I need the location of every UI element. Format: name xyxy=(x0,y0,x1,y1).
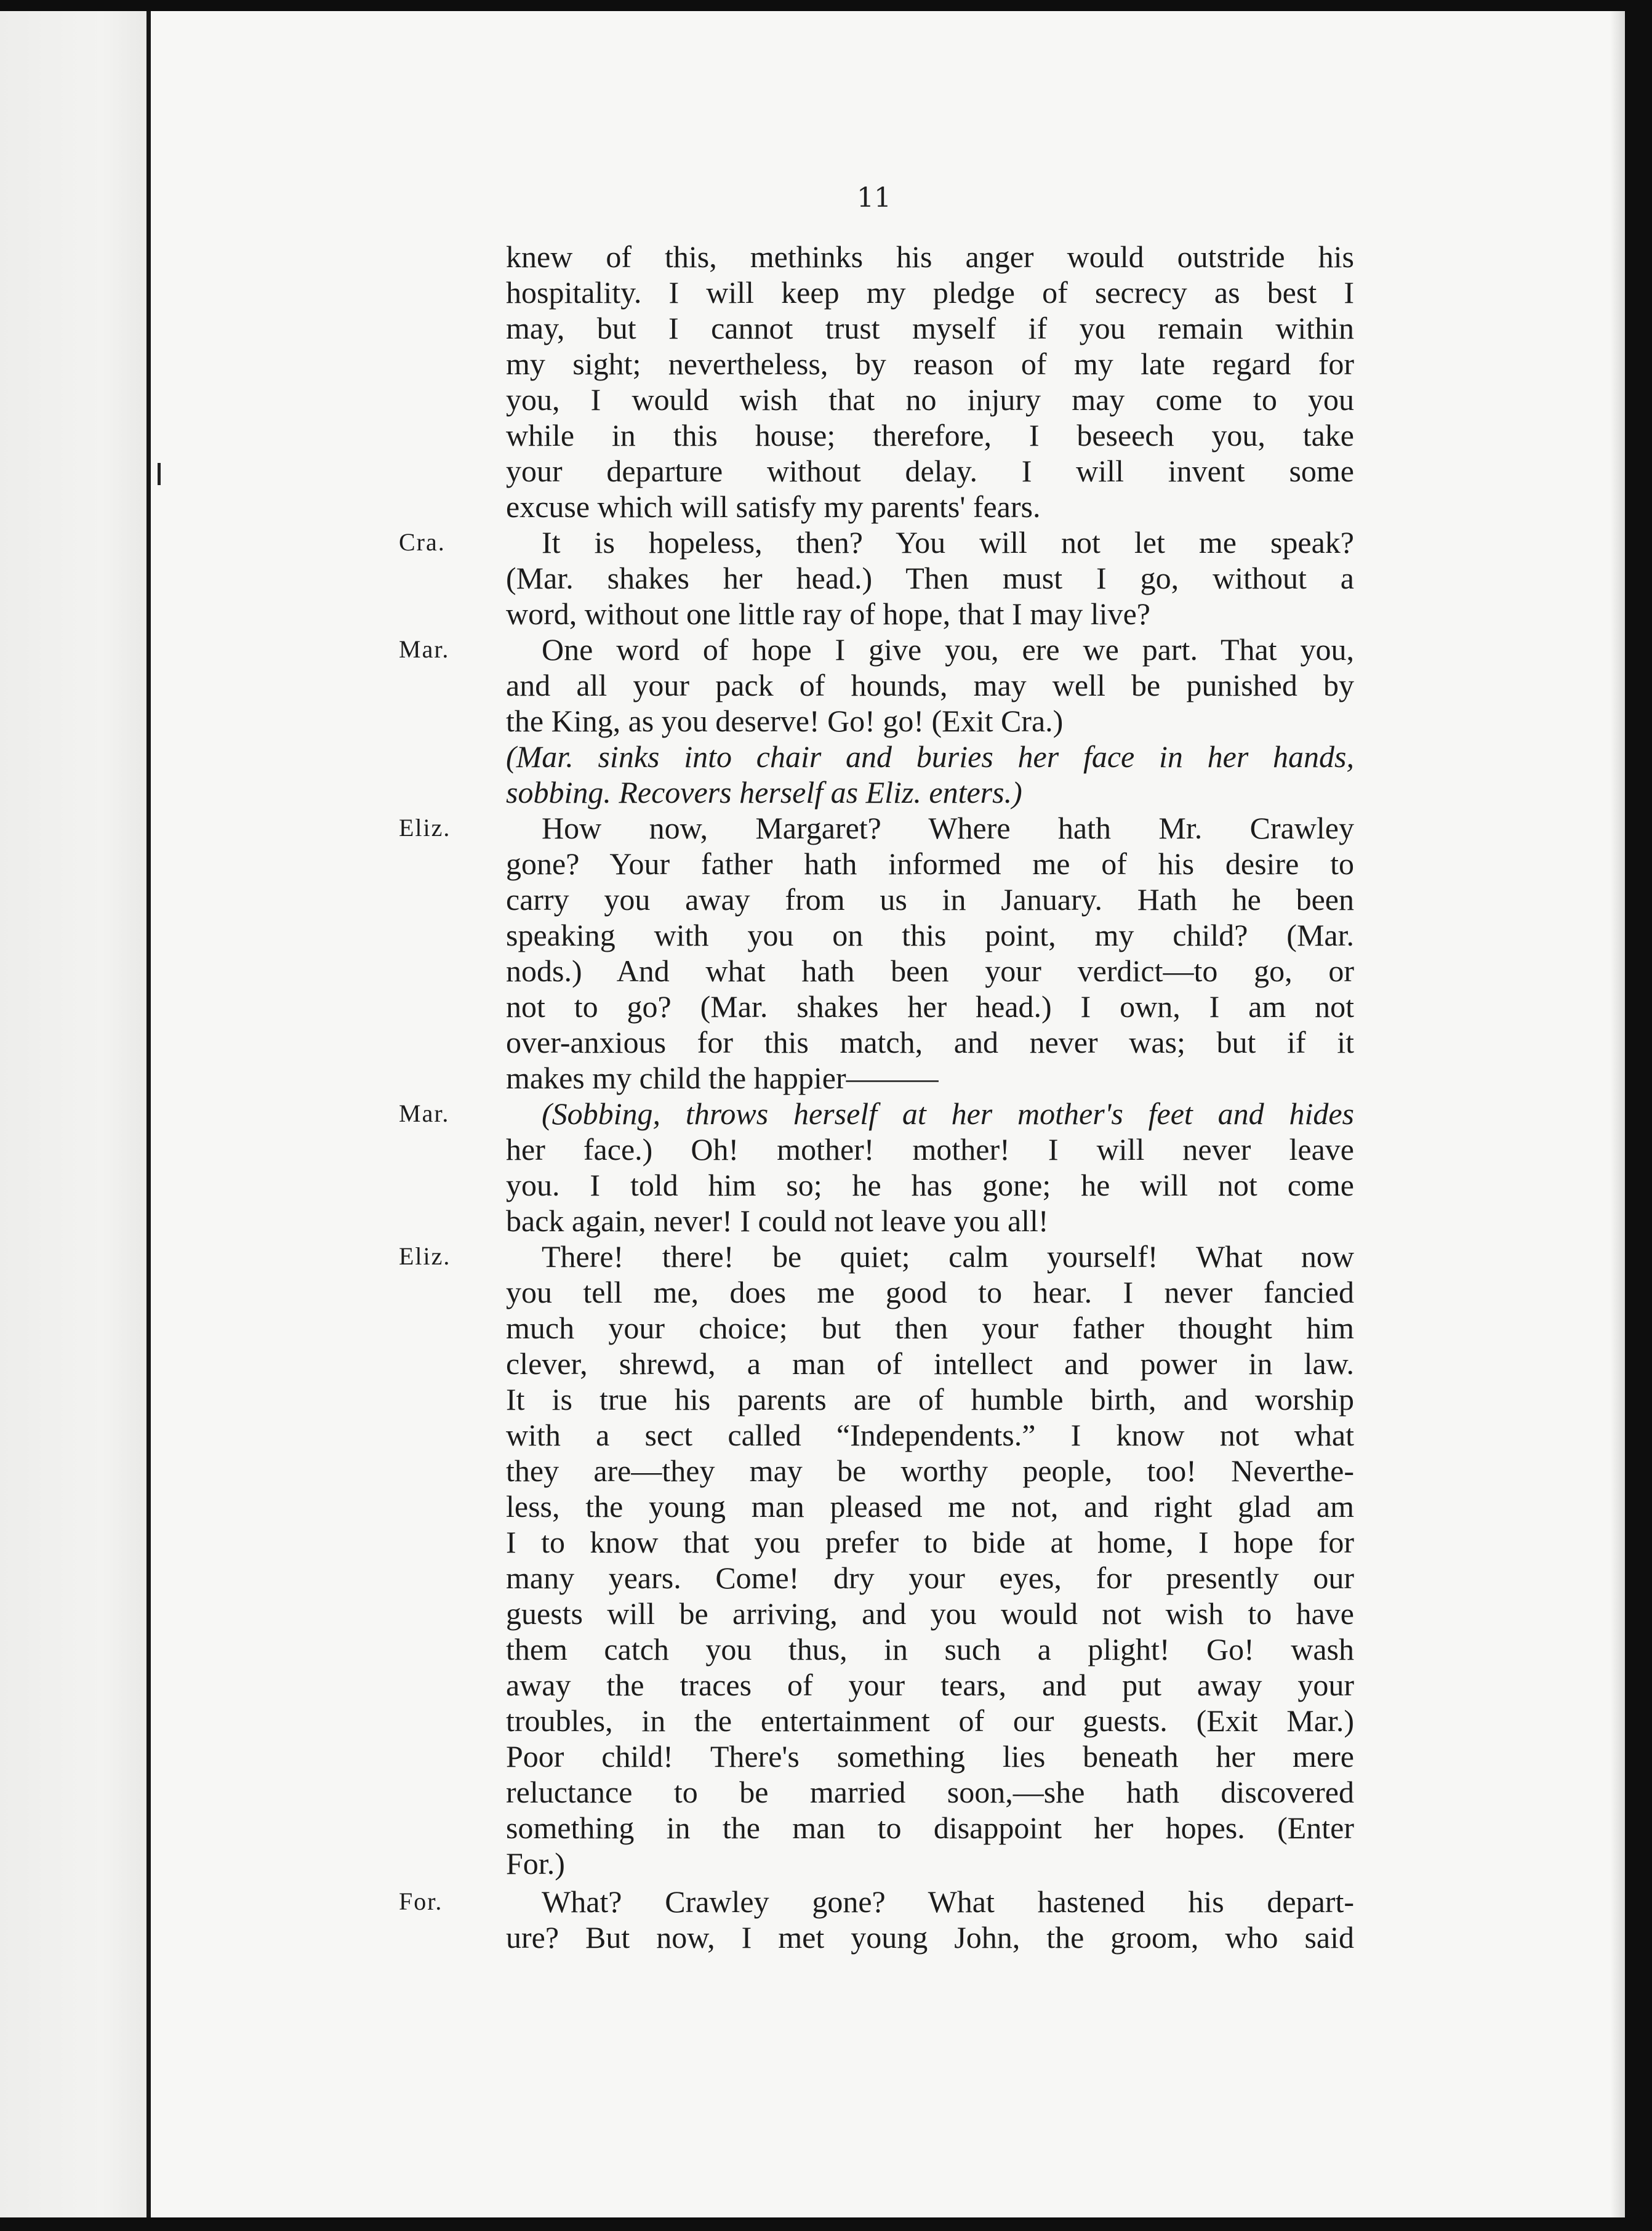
speaker-cra: Cra. xyxy=(399,528,446,556)
page-number: 11 xyxy=(857,182,891,214)
speaker-eliz: Eliz. xyxy=(399,1242,451,1270)
text-line: excuse which will satisfy my parents' fears. xyxy=(506,489,1041,524)
speaker-eliz: Eliz. xyxy=(399,814,451,842)
text-line: back again, never! I could not leave you all! xyxy=(506,1204,1049,1238)
stage-direction: sobbing. Recovers herself as Eliz. enters.) xyxy=(506,775,1022,810)
text-line: Poor child! There's something lies beneath her mere xyxy=(506,1739,1354,1774)
text-line: One word of hope I give you, ere we part. That you, xyxy=(542,632,1354,667)
text-line: nods.) And what hath been your verdict—to go, or xyxy=(506,954,1354,988)
text-line: It is hopeless, then? You will not let me speak? xyxy=(542,525,1354,560)
text-line: you tell me, does me good to hear. I never fancied xyxy=(506,1275,1354,1309)
text-line: clever, shrewd, a man of intellect and power in law. xyxy=(506,1346,1354,1381)
text-line: gone? Your father hath informed me of his desire to xyxy=(506,846,1354,881)
text-line: ure? But now, I met young John, the groom, who said xyxy=(506,1920,1354,1955)
speaker-mar: Mar. xyxy=(399,1099,450,1127)
binding-spine xyxy=(0,11,146,2217)
text-line: It is true his parents are of humble birth, and worship xyxy=(506,1382,1354,1417)
text-line: her face.) Oh! mother! mother! I will never leave xyxy=(506,1132,1354,1167)
text-line: troubles, in the entertainment of our guests. (Exit Mar.) xyxy=(506,1703,1354,1738)
text-line: much your choice; but then your father thought him xyxy=(506,1311,1354,1345)
text-line: There! there! be quiet; calm yourself! What now xyxy=(542,1239,1354,1274)
page-edge-shadow xyxy=(1610,11,1625,2217)
text-line: away the traces of your tears, and put away your xyxy=(506,1668,1354,1702)
text-line: and all your pack of hounds, may well be punished by xyxy=(506,668,1354,702)
text-line: them catch you thus, in such a plight! Go! wash xyxy=(506,1632,1354,1666)
speaker-for: For. xyxy=(399,1887,443,1915)
text-line: knew of this, methinks his anger would outstride his xyxy=(506,239,1354,274)
text-line: guests will be arriving, and you would not wish to have xyxy=(506,1596,1354,1631)
text-line: my sight; nevertheless, by reason of my late regard for xyxy=(506,347,1354,381)
text-line: may, but I cannot trust myself if you remain within xyxy=(506,311,1354,345)
text-line: makes my child the happier——— xyxy=(506,1061,939,1095)
text-line: while in this house; therefore, I beseech you, take xyxy=(506,418,1354,452)
text-line: over-anxious for this match, and never was; but if it xyxy=(506,1025,1354,1059)
text-line: they are—they may be worthy people, too! Neverthe- xyxy=(506,1453,1354,1488)
text-line: speaking with you on this point, my child? (Mar. xyxy=(506,918,1354,952)
text-line: (Mar. shakes her head.) Then must I go, without a xyxy=(506,561,1354,595)
stage-direction: (Sobbing, throws herself at her mother's feet and hides xyxy=(542,1096,1354,1131)
text-line: less, the young man pleased me not, and right glad am xyxy=(506,1489,1354,1524)
text-line: What? Crawley gone? What hastened his depart- xyxy=(542,1884,1354,1919)
text-line: word, without one little ray of hope, that I may live? xyxy=(506,597,1150,631)
binding-edge-line xyxy=(146,11,151,2217)
text-line: you. I told him so; he has gone; he will not come xyxy=(506,1168,1354,1202)
speaker-mar: Mar. xyxy=(399,635,450,663)
text-line: reluctance to be married soon,—she hath discovered xyxy=(506,1775,1354,1809)
text-line: many years. Come! dry your eyes, for presently our xyxy=(506,1561,1354,1595)
text-line: How now, Margaret? Where hath Mr. Crawley xyxy=(542,811,1354,845)
binding-mark xyxy=(158,463,161,485)
text-line: something in the man to disappoint her hopes. (Enter xyxy=(506,1811,1354,1845)
text-line: you, I would wish that no injury may come to you xyxy=(506,382,1354,417)
text-line: I to know that you prefer to bide at home, I hope for xyxy=(506,1525,1354,1559)
text-line: your departure without delay. I will invent some xyxy=(506,454,1354,488)
text-line: For.) xyxy=(506,1846,565,1881)
text-line: not to go? (Mar. shakes her head.) I own, I am not xyxy=(506,989,1354,1024)
text-line: hospitality. I will keep my pledge of secrecy as best I xyxy=(506,275,1354,310)
stage-direction: (Mar. sinks into chair and buries her face in her hands, xyxy=(506,739,1354,774)
text-line: the King, as you deserve! Go! go! (Exit Cra.) xyxy=(506,704,1064,738)
scan-border xyxy=(1625,0,1652,2231)
text-line: carry you away from us in January. Hath he been xyxy=(506,882,1354,917)
text-line: with a sect called “Independents.” I know not what xyxy=(506,1418,1354,1452)
